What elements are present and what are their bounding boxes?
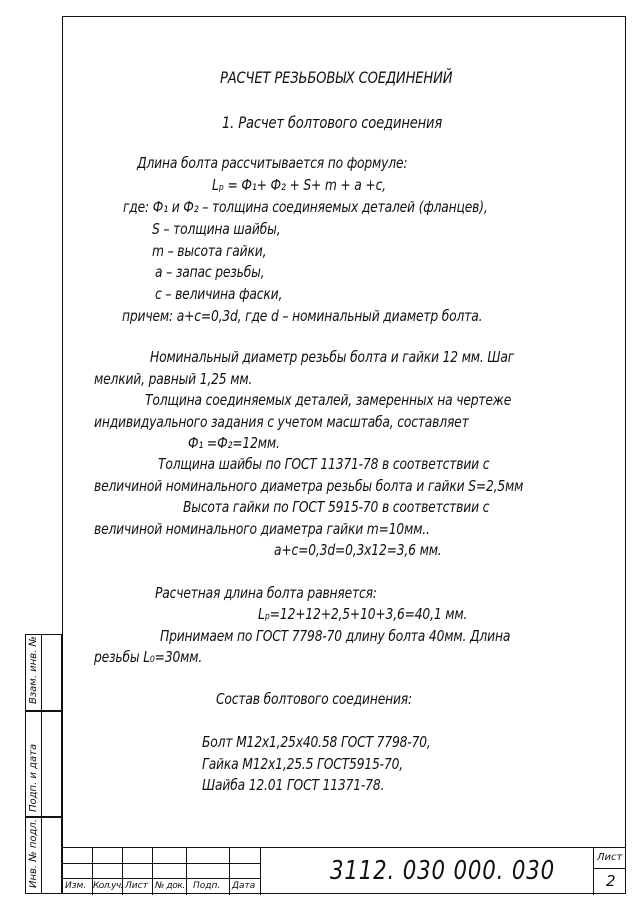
paragraph-nut-line1: Высота гайки по ГОСТ 5915-70 в соответствии с: [183, 498, 490, 516]
side-label-inv: Инв. № подл.: [28, 819, 39, 888]
stamp-label-podp: Подп.: [193, 881, 221, 891]
stamp-label-ndok: № док.: [155, 881, 185, 891]
composition-bolt: Болт М12х1,25х40.58 ГОСТ 7798-70,: [202, 733, 431, 751]
composition-nut: Гайка М12х1,25.5 ГОСТ5915-70,: [202, 755, 404, 773]
definition-m: m – высота гайки,: [152, 242, 267, 260]
document-number: 3112. 030 000. 030: [330, 856, 555, 886]
paragraph-diameter-line1: Номинальный диаметр резьбы болта и гайки 12 мм. Шаг: [150, 348, 515, 366]
side-label-vzam: Взам. инв. №: [28, 636, 39, 704]
calc-formula: Lₚ=12+12+2,5+10+3,6=40,1 мм.: [258, 605, 468, 623]
stamp-sheet-number: 2: [606, 872, 616, 890]
paragraph-diameter-line2: мелкий, равный 1,25 мм.: [94, 370, 253, 388]
paragraph-washer-line2: величиной номинального диаметра резьбы болта и гайки S=2,5мм: [94, 477, 524, 495]
section-heading: 1. Расчет болтового соединения: [222, 113, 443, 132]
accept-line2: резьбы L₀=30мм.: [94, 648, 203, 666]
composition-washer: Шайба 12.01 ГОСТ 11371-78.: [202, 776, 385, 794]
definition-c: c – величина фаски,: [155, 285, 283, 303]
stamp-label-list: Лист: [125, 881, 148, 891]
page-title: РАСЧЕТ РЕЗЬБОВЫХ СОЕДИНЕНИЙ: [220, 68, 453, 87]
composition-title: Состав болтового соединения:: [216, 690, 413, 708]
definition-note: причем: a+c=0,3d, где d – номинальный диаметр болта.: [122, 307, 483, 325]
calc-title: Расчетная длина болта равняется:: [155, 584, 377, 602]
paragraph-thickness-line1: Толщина соединяемых деталей, замеренных на чертеже: [145, 391, 512, 409]
paragraph-washer-line1: Толщина шайбы по ГОСТ 11371-78 в соответствии с: [158, 455, 490, 473]
definition-s: S – толщина шайбы,: [152, 220, 281, 238]
stamp-label-data: Дата: [232, 881, 256, 891]
paragraph-nut-line2: величиной номинального диаметра гайки m=10мм..: [94, 520, 430, 538]
side-label-podp: Подп. и дата: [28, 743, 39, 812]
stamp-label-sheet: Лист: [597, 852, 623, 863]
paragraph-thickness-line2: индивидуального задания с учетом масштаба, составляет: [94, 413, 469, 431]
formula-intro: Длина болта рассчитывается по формуле:: [137, 154, 408, 172]
stamp-label-izm: Изм.: [65, 881, 87, 891]
definition-a: a – запас резьбы,: [155, 263, 265, 281]
definition-where: где: Ф₁ и Ф₂ – толщина соединяемых деталей (фланцев),: [123, 198, 488, 216]
paragraph-thickness-line3: Ф₁ =Ф₂=12мм.: [188, 434, 280, 452]
formula: Lₚ = Ф₁+ Ф₂ + S+ m + a +c,: [212, 176, 386, 194]
stamp-label-kol: Кол.уч.: [93, 881, 123, 891]
accept-line1: Принимаем по ГОСТ 7798-70 длину болта 40мм. Длина: [160, 627, 511, 645]
paragraph-nut-line3: a+c=0,3d=0,3х12=3,6 мм.: [274, 541, 442, 559]
